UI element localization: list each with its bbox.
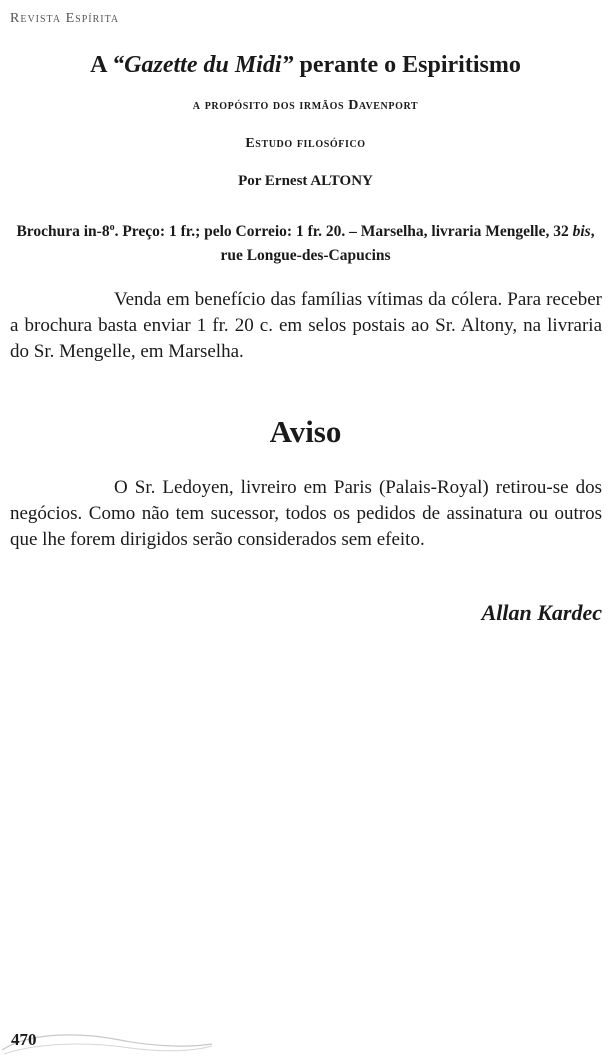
article-title-prefix: A [90, 52, 113, 78]
signature: Allan Kardec [481, 600, 602, 625]
page-number: 470 [11, 1030, 37, 1049]
publication-text-italic: bis [572, 223, 591, 240]
article-body-paragraph: Venda em benefício das famílias vítimas da cólera. Para receber a brochura basta enviar 1 fr. 20 c. em selos postais ao Sr. Altony, na livraria do Sr. Mengelle, em Marselha. [10, 289, 602, 362]
running-head: Revista Espírita [10, 11, 120, 26]
notice-title: Aviso [269, 414, 342, 449]
publication-text-2: . Preço: 1 fr.; pelo Correio: 1 fr. 20. – Marselha, livraria Mengelle, 32 [114, 223, 573, 240]
publication-text-3: , rue Longue-des-Capucins [220, 223, 595, 264]
article-subtitle-1: a propósito dos irmãos Davenport [192, 98, 419, 113]
article-author: Por Ernest ALTONY [238, 173, 373, 189]
publication-ordinal: o [109, 222, 115, 233]
article-subtitle-2: Estudo filosófico [245, 136, 366, 151]
article-title [0, 52, 611, 79]
notice-body-paragraph: O Sr. Ledoyen, livreiro em Paris (Palais-Royal) retirou-se dos negócios. Como não tem sucessor, todos os pedidos de assinatura ou outros que lhe forem dirigidos serão considerados sem efeito. [10, 477, 602, 550]
article-title-suffix: perante o Espiritismo [293, 52, 521, 78]
article-title-italic: “Gazette du Midi” [112, 52, 294, 78]
publication-text-1: Brochura in-8 [16, 223, 110, 240]
publication-info [12, 216, 599, 268]
